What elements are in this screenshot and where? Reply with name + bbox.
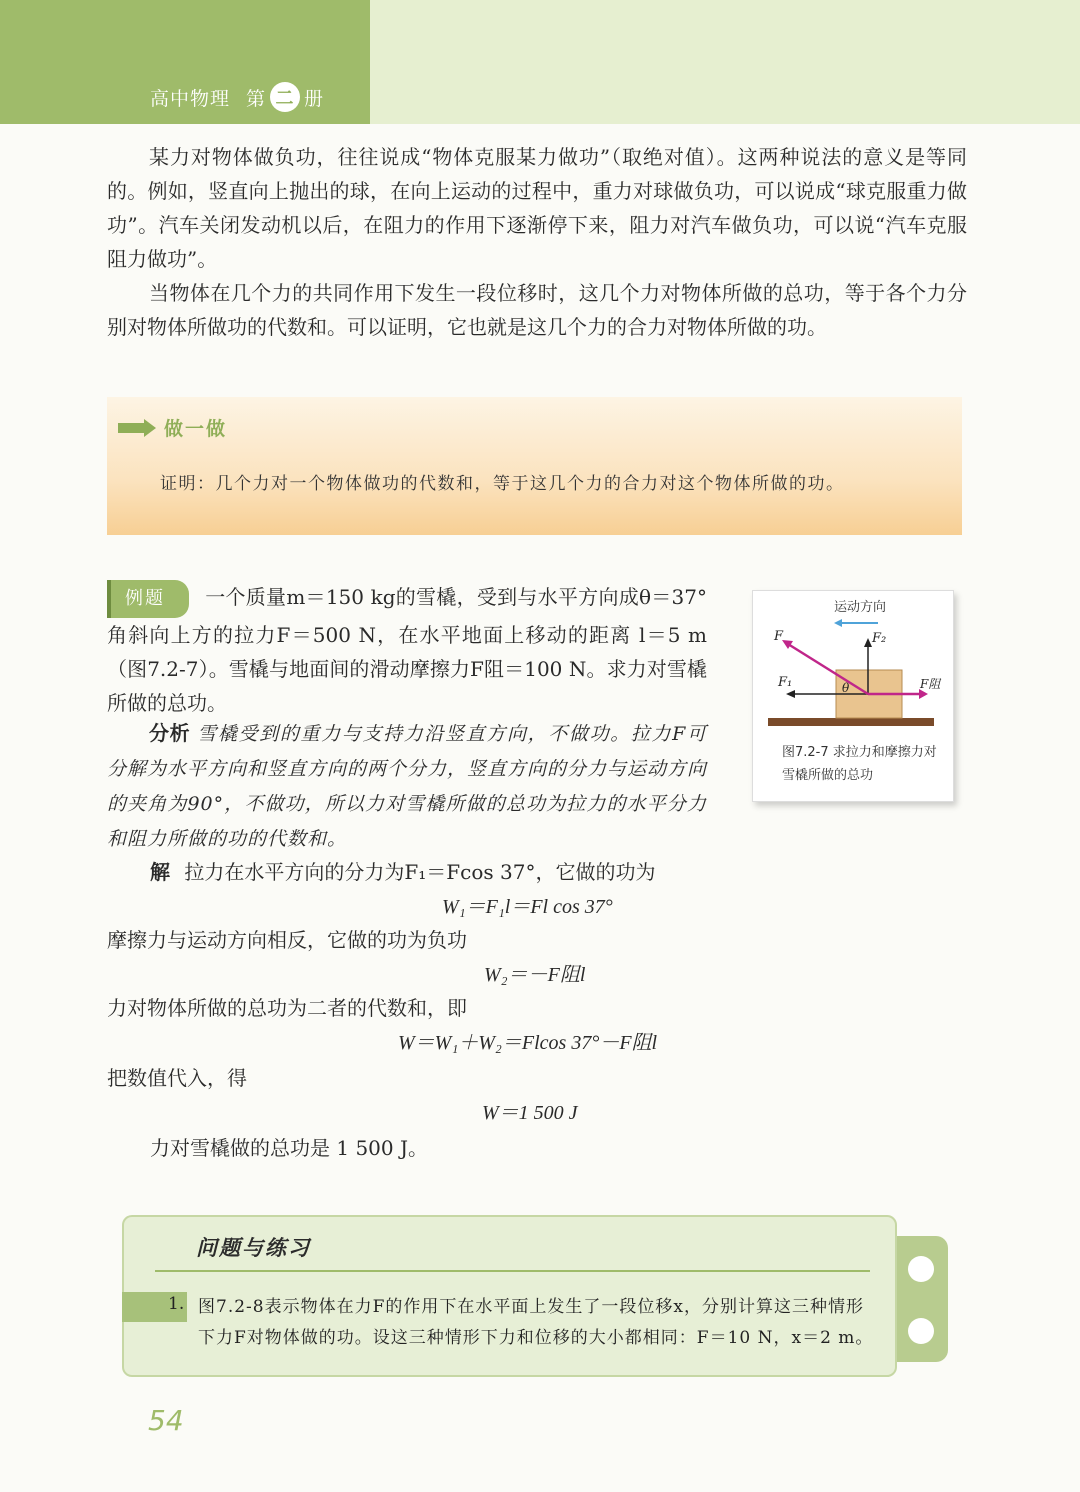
- ground: [768, 718, 934, 726]
- do-it-box: [107, 397, 962, 535]
- label-f: F: [774, 629, 784, 644]
- solution-label: 解: [150, 860, 170, 884]
- label-friction: F阻: [920, 677, 941, 691]
- binder-hole: [908, 1256, 934, 1282]
- do-it-title: [118, 414, 227, 441]
- equation-w1: W₁＝F₁l＝Fl cos 37°: [442, 896, 613, 918]
- force-f-arrow: [788, 644, 868, 694]
- equation-total: W＝W₁＋W₂＝Flcos 37°－F阻l: [398, 1032, 658, 1054]
- page-number: 54: [148, 1404, 184, 1437]
- binder-hole: [908, 1318, 934, 1344]
- analysis-text: 雪橇受到的重力与支持力沿竖直方向，不做功。拉力F可分解为水平方向和竖直方向的两个分力，竖直方向的分力与运动方向的夹角为90°，不做功，所以力对雪橇所做的总功为拉力的水平分力和阻力所做的功的代数和。: [107, 723, 708, 850]
- volume-prefix: 第: [246, 87, 267, 110]
- running-header: [150, 82, 324, 112]
- exercise-divider: [155, 1270, 870, 1272]
- example-problem-text: 一个质量m＝150 kg的雪橇，受到与水平方向成θ＝37° 角斜向上方的拉力F＝500 N，在水平地面上移动的距离 l＝5 m（图7.2-7）。雪橇与地面间的滑动摩擦力F阻＝100 N。求力对雪橇所做的总功。: [107, 585, 707, 715]
- example-badge: 例题: [107, 580, 189, 618]
- exercise-title: 问题与练习: [196, 1236, 311, 1260]
- exercise-question: 图7.2-8表示物体在力F的作用下在水平面上发生了一段位移x，分别计算这三种情形下力F对物体做的功。设这三种情形下力和位移的大小都相同：F＝10 N，x＝2 m。: [198, 1297, 874, 1348]
- solution-line-4: 把数值代入，得: [107, 1066, 247, 1090]
- conclusion: 力对雪橇做的总功是 1 500 J。: [150, 1136, 428, 1160]
- example-problem: [107, 580, 707, 720]
- header-band-light: [370, 0, 1080, 124]
- sled-force-diagram: [752, 590, 954, 740]
- solution-text: 拉力在水平方向的分力为F₁＝Fcos 37°，它做的功为: [184, 860, 656, 884]
- solution-line-3: 力对物体所做的总功为二者的代数和，即: [107, 996, 467, 1020]
- analysis-label: 分析: [149, 721, 191, 745]
- equation-w2: W₂＝－F阻l: [484, 964, 586, 986]
- intro-paragraph-1: 某力对物体做负功，往往说成“物体克服某力做功”（取绝对值）。这两种说法的意义是等同的。例如，竖直向上抛出的球，在向上运动的过程中，重力对球做负功，可以说成“球克服重力做功”。汽车关闭发动机以后，在阻力的作用下逐渐停下来，阻力对汽车做负功，可以说“汽车克服阻力做功”。: [107, 145, 967, 271]
- equation-result: W＝1 500 J: [482, 1102, 578, 1124]
- arrow-right-icon: [118, 419, 156, 437]
- intro-paragraph-2: 当物体在几个力的共同作用下发生一段位移时，这几个力对物体所做的总功，等于各个力分别对物体所做功的代数和。可以证明，它也就是这几个力的合力对物体所做的功。: [107, 281, 967, 339]
- label-theta: θ: [842, 681, 850, 695]
- solution-line-1: [150, 856, 655, 885]
- volume-suffix: 册: [304, 87, 325, 110]
- exercise-number: 1.: [168, 1294, 185, 1314]
- label-f1: F₁: [778, 675, 793, 690]
- motion-direction-label: 运动方向: [834, 600, 887, 615]
- do-it-title-text: 做一做: [164, 418, 228, 440]
- do-it-text: 证明：几个力对一个物体做功的代数和，等于这几个力的合力对这个物体所做的功。: [160, 474, 845, 494]
- volume-number: 二: [270, 82, 300, 112]
- analysis-paragraph: [107, 716, 707, 856]
- motion-arrowhead: [834, 619, 842, 627]
- figure-caption: 图7.2-7 求拉力和摩擦力对雪橇所做的总功: [782, 745, 937, 783]
- solution-line-2: 摩擦力与运动方向相反，它做的功为负功: [107, 928, 467, 952]
- label-f2: F₂: [872, 631, 887, 646]
- book-title: 高中物理: [150, 87, 231, 110]
